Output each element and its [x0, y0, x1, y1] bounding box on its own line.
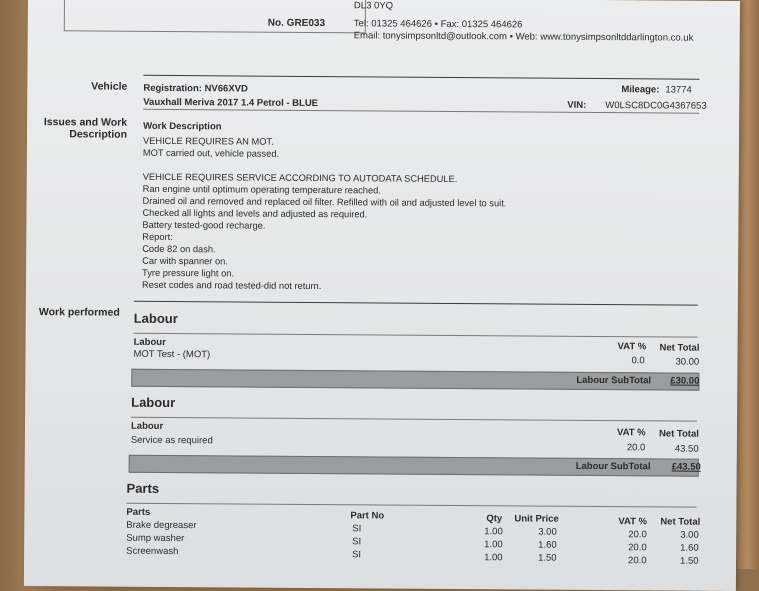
- labour-col-header: Labour: [133, 336, 166, 348]
- labour-item-vat: 20.0: [626, 442, 646, 454]
- description-line: Car with spanner on.: [142, 255, 228, 267]
- labour-subtotal-value: £43.50: [671, 461, 701, 473]
- vat-col-header: VAT %: [617, 341, 647, 353]
- labour-item: MOT Test - (MOT): [133, 348, 211, 361]
- unit-price-col-header: Unit Price: [514, 513, 559, 525]
- description-line: Battery tested-good recharge.: [142, 219, 266, 231]
- contact-line: Tel: 01325 464626 • Fax: 01325 464626: [353, 18, 523, 31]
- description-line: Reset codes and road tested-did not return.: [141, 279, 322, 292]
- vehicle-model: Vauxhall Meriva 2017 1.4 Petrol - BLUE: [143, 96, 319, 110]
- net-col-header: Net Total: [660, 516, 701, 528]
- vehicle-registration: Registration: NV66XVD: [143, 82, 248, 95]
- parts-title: Parts: [126, 480, 160, 496]
- part-no-col-header: Part No: [350, 510, 385, 522]
- part-number: SI: [352, 536, 362, 548]
- labour-subtotal-value: £30.00: [670, 375, 700, 387]
- vehicle-top-rule: [143, 75, 699, 80]
- labour-item-net: 43.50: [674, 443, 699, 455]
- labour-col-header: Labour: [130, 420, 164, 432]
- labour-subtotal-bar: [131, 369, 699, 391]
- labour-item: Service as required: [130, 434, 213, 447]
- labour-subtotal-label: Labour SubTotal: [575, 460, 651, 473]
- description-line: Code 82 on dash.: [142, 243, 216, 255]
- part-unit-price: 3.00: [538, 526, 557, 538]
- work-description-lines: [142, 135, 507, 294]
- mileage-label: Mileage:: [621, 84, 660, 96]
- document-number: No. GRE033: [267, 17, 326, 30]
- description-line: Report:: [142, 231, 173, 243]
- labour-subtotal-bar: [129, 455, 699, 477]
- labour-header-rule: [134, 333, 698, 338]
- work-description-heading: Work Description: [143, 120, 222, 133]
- labour-item-vat: 0.0: [631, 355, 645, 367]
- parts-header-rule: [126, 503, 696, 508]
- part-number: SI: [352, 549, 362, 561]
- net-col-header: Net Total: [658, 428, 699, 440]
- part-unit-price: 1.60: [538, 539, 557, 551]
- vehicle-section-label: Vehicle: [91, 80, 128, 93]
- issues-section-label-2: Description: [69, 128, 128, 141]
- description-line: Tyre pressure light on.: [142, 267, 235, 279]
- description-line: Checked all lights and levels and adjusted as required.: [142, 207, 368, 220]
- description-line: Ran engine until optimum operating temperature reached.: [142, 183, 381, 196]
- vat-col-header: VAT %: [618, 516, 648, 528]
- part-name: Brake degreaser: [126, 519, 197, 532]
- part-net: 1.60: [680, 542, 699, 554]
- labour-item-net: 30.00: [675, 356, 700, 368]
- wood-background: [737, 0, 759, 569]
- part-net: 1.50: [680, 555, 699, 567]
- work-performed-label: Work performed: [38, 306, 120, 319]
- vat-col-header: VAT %: [616, 427, 646, 439]
- vin-value: W0LSC8DC0G4367653: [605, 100, 707, 112]
- issues-section-label-1: Issues and Work: [43, 116, 128, 129]
- address-postcode: DL3 0YQ: [353, 0, 394, 12]
- labour-subtotal-label: Labour SubTotal: [576, 374, 652, 387]
- mileage-value: 13774: [665, 84, 692, 96]
- email-web-line: Email: tonysimpsonltd@outlook.com • Web: www.tonysimpsonltddarlington.co.uk: [353, 30, 694, 44]
- part-name: Screenwash: [126, 545, 179, 558]
- part-unit-price: 1.50: [538, 552, 557, 564]
- work-performed-rule: [134, 301, 698, 306]
- description-line: Drained oil and removed and replaced oil filter. Refilled with oil and adjusted level to suit.: [142, 195, 507, 209]
- part-vat: 20.0: [628, 555, 647, 567]
- labour-title: Labour: [133, 310, 178, 327]
- part-vat: 20.0: [628, 542, 647, 554]
- part-net: 3.00: [680, 529, 699, 541]
- vin-label: VIN:: [567, 99, 587, 111]
- part-qty: 1.00: [484, 539, 503, 551]
- net-col-header: Net Total: [659, 342, 700, 354]
- part-qty: 1.00: [484, 552, 503, 564]
- invoice-page: [24, 0, 740, 591]
- part-qty: 1.00: [484, 526, 503, 538]
- part-vat: 20.0: [628, 529, 647, 541]
- labour-header-rule: [131, 417, 697, 422]
- parts-col-header: Parts: [126, 506, 151, 518]
- qty-col-header: Qty: [486, 513, 503, 525]
- part-name: Sump washer: [126, 532, 185, 545]
- description-line: VEHICLE REQUIRES AN MOT.: [142, 135, 274, 147]
- description-line: MOT carried out, vehicle passed.: [142, 147, 280, 159]
- part-number: SI: [352, 523, 362, 535]
- labour-title: Labour: [131, 394, 176, 411]
- description-line: VEHICLE REQUIRES SERVICE ACCORDING TO AUTODATA SCHEDULE.: [142, 171, 458, 185]
